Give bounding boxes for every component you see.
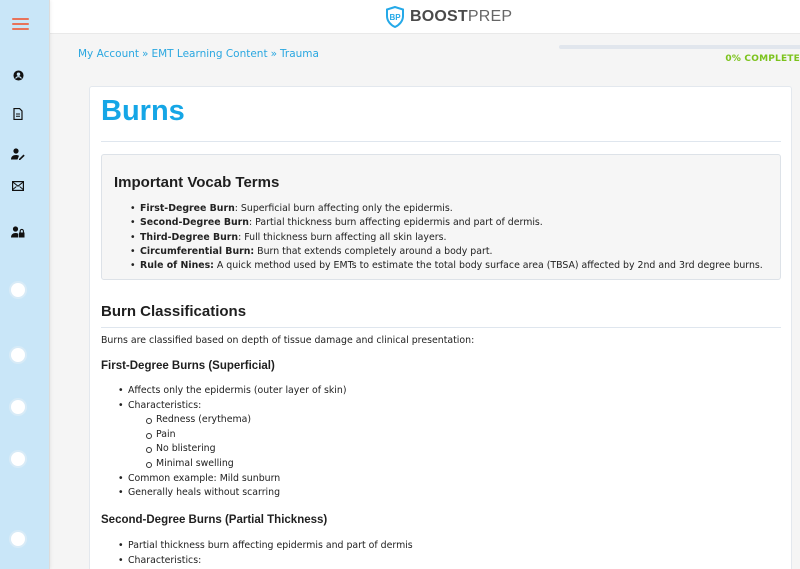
- sublist-item: Redness (erythema): [146, 413, 347, 428]
- breadcrumb-emt-learning-content[interactable]: EMT Learning Content: [151, 48, 268, 60]
- list-item: • Partial thickness burn affecting epidermis and part of dermis: [118, 539, 413, 554]
- vocab-heading: Important Vocab Terms: [114, 174, 280, 191]
- lesson-dot-2[interactable]: [11, 348, 25, 362]
- vocab-item: • Third-Degree Burn: Full thickness burn affecting all skin layers.: [130, 231, 763, 245]
- top-header: [50, 0, 800, 34]
- mail-icon[interactable]: [11, 179, 25, 193]
- sidebar: [0, 0, 50, 569]
- breadcrumb-trauma[interactable]: Trauma: [280, 48, 319, 60]
- section-divider: [101, 327, 781, 328]
- document-icon[interactable]: [11, 107, 25, 121]
- list-item: • Affects only the epidermis (outer layer of skin): [118, 384, 347, 399]
- vocab-item: • Circumferential Burn: Burn that extends completely around a body part.: [130, 245, 763, 259]
- breadcrumb-separator: »: [142, 48, 149, 60]
- vocab-item: • First-Degree Burn: Superficial burn affecting only the epidermis.: [130, 202, 763, 216]
- content-card: [89, 86, 792, 569]
- page-title: Burns: [101, 95, 185, 127]
- user-edit-icon[interactable]: [11, 147, 25, 161]
- vocab-item: • Second-Degree Burn: Partial thickness burn affecting epidermis and part of dermis.: [130, 216, 763, 230]
- first-degree-heading: First-Degree Burns (Superficial): [101, 360, 275, 372]
- characteristics-sublist: [146, 413, 347, 471]
- list-item: • Common example: Mild sunburn: [118, 472, 347, 487]
- lesson-dot-5[interactable]: [11, 532, 25, 546]
- sublist-item: No blistering: [146, 442, 347, 457]
- sublist-item: Minimal swelling: [146, 457, 347, 472]
- user-lock-icon[interactable]: [11, 225, 25, 239]
- title-divider: [101, 141, 781, 142]
- progress-label: 0% COMPLETE: [725, 54, 800, 64]
- shield-logo-icon: [385, 6, 405, 28]
- breadcrumb: [78, 48, 319, 60]
- classifications-intro: Burns are classified based on depth of tissue damage and clinical presentation:: [101, 335, 475, 346]
- second-degree-heading: Second-Degree Burns (Partial Thickness): [101, 514, 328, 526]
- vocab-item: • Rule of Nines: A quick method used by EMTs to estimate the total body surface area (TBSA) affected by 2nd and 3rd degree burns.: [130, 259, 763, 273]
- burn-classifications-heading: Burn Classifications: [101, 303, 247, 320]
- lesson-dot-3[interactable]: [11, 400, 25, 414]
- breadcrumb-separator: »: [270, 48, 278, 60]
- second-degree-list: [118, 539, 413, 568]
- svg-text:BP: BP: [389, 13, 401, 22]
- progress-bar: [559, 45, 800, 49]
- sublist-item: Pain: [146, 428, 347, 443]
- list-item: • Characteristics:: [118, 554, 413, 569]
- logo-wordmark: BOOSTPREP: [410, 8, 513, 25]
- boostprep-logo[interactable]: [385, 6, 512, 28]
- lesson-dot-4[interactable]: [11, 452, 25, 466]
- vocab-box: [101, 154, 781, 280]
- list-item: • Generally heals without scarring: [118, 486, 347, 501]
- hamburger-menu-icon[interactable]: [12, 18, 29, 31]
- lesson-dot-1[interactable]: [11, 283, 25, 297]
- vocab-list: [130, 202, 763, 273]
- list-item: • Characteristics: Redness (erythema) Pain No blistering Minimal swelling: [118, 399, 347, 472]
- breadcrumb-my-account[interactable]: My Account: [78, 48, 140, 60]
- first-degree-list: [118, 384, 347, 501]
- account-icon[interactable]: [11, 68, 25, 82]
